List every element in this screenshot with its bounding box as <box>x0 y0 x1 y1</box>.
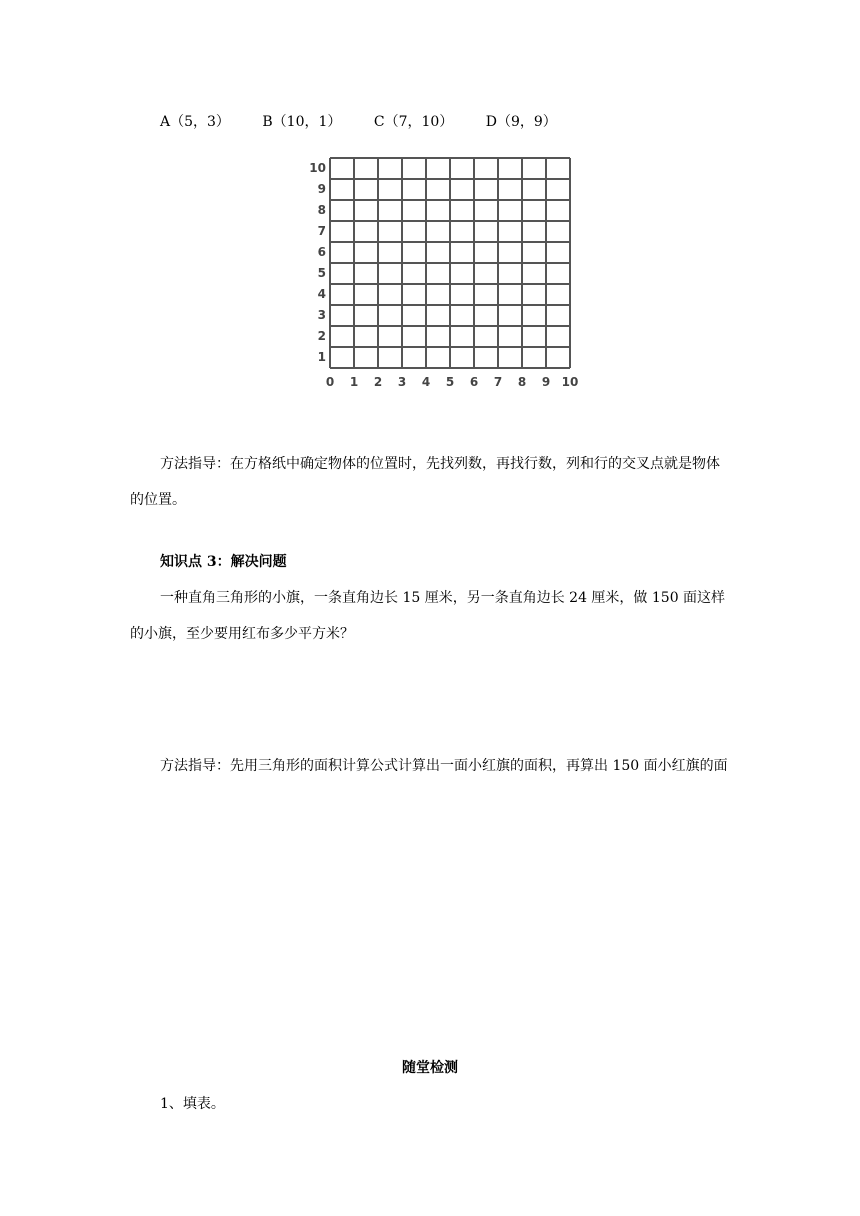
x-tick-label: 1 <box>349 375 359 389</box>
x-tick-label: 6 <box>469 375 479 389</box>
y-tick-label: 8 <box>317 203 326 217</box>
quiz-item-1: 1、填表。 <box>160 1096 225 1112</box>
x-tick-label: 0 <box>325 375 335 389</box>
y-tick-label: 10 <box>309 161 326 175</box>
quiz-title: 随堂检测 <box>402 1060 458 1076</box>
x-tick-label: 8 <box>517 375 527 389</box>
x-tick-label: 2 <box>373 375 383 389</box>
coordinate-a: A（5，3） <box>160 114 230 130</box>
x-tick-label: 7 <box>493 375 503 389</box>
x-tick-label: 3 <box>397 375 407 389</box>
coordinate-list <box>160 112 585 132</box>
knowledge-point-heading: 知识点 3：解决问题 <box>160 554 287 570</box>
coordinate-grid <box>308 152 588 392</box>
method-hint-2 <box>130 748 730 784</box>
problem-text <box>130 580 730 652</box>
y-tick-label: 5 <box>317 266 326 280</box>
y-tick-label: 3 <box>317 308 326 322</box>
x-tick-label: 5 <box>445 375 455 389</box>
x-tick-label: 9 <box>541 375 551 389</box>
y-tick-label: 4 <box>317 287 326 301</box>
y-tick-label: 9 <box>317 182 326 196</box>
coordinate-b: B（10，1） <box>262 114 342 130</box>
y-tick-label: 1 <box>317 350 326 364</box>
method-hint-1 <box>130 446 730 518</box>
method-hint-1-text: 方法指导：在方格纸中确定物体的位置时，先找列数，再找行数，列和行的交叉点就是物体的位置。 <box>130 456 720 508</box>
x-tick-label: 4 <box>421 375 431 389</box>
y-tick-label: 6 <box>317 245 326 259</box>
problem-text-body: 一种直角三角形的小旗，一条直角边长 15 厘米，另一条直角边长 24 厘米，做 150 面这样的小旗，至少要用红布多少平方米？ <box>130 590 726 642</box>
coordinate-c: C（7，10） <box>373 114 454 130</box>
y-tick-label: 7 <box>317 224 326 238</box>
method-hint-2-text: 方法指导：先用三角形的面积计算公式计算出一面小红旗的面积，再算出 150 面小红旗的面 <box>160 758 728 774</box>
x-tick-label: 10 <box>561 375 579 389</box>
y-tick-label: 2 <box>317 329 326 343</box>
coordinate-d: D（9，9） <box>485 114 557 130</box>
